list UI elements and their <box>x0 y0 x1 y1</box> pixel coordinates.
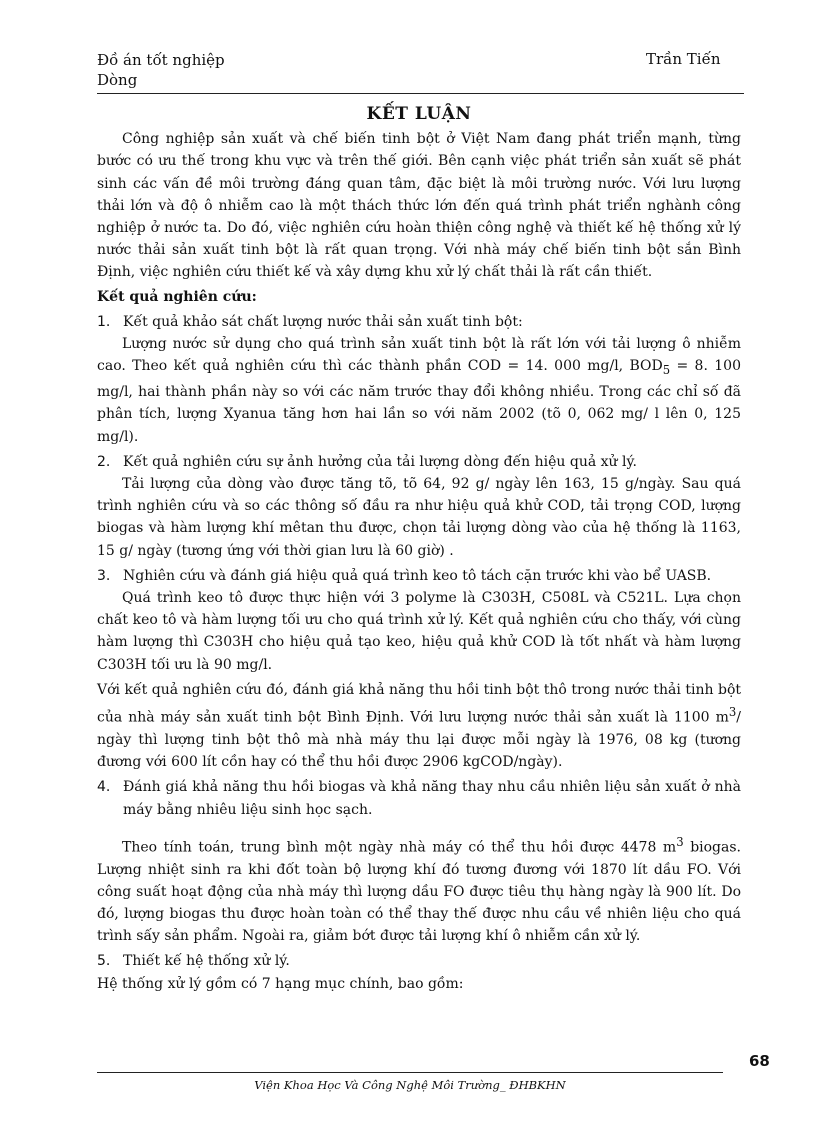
result-item-4 <box>97 776 741 820</box>
header-left <box>97 50 225 90</box>
bod-subscript: 5 <box>662 363 671 378</box>
result-item-3 <box>97 565 741 587</box>
item-2-body: Tải lượng của dòng vào được tăng tõ, tõ 64, 92 g/ ngày lên 163, 15 g/ngày. Sau quá trình nghiên cứu và so các thông số đầu ra như hiệu quả khử COD, tải trọng COD, lượng biogas và hàm lượng khí mêtan thu được, chọn tải lượng dòng vào của hệ thống là 1163, 15 g/ ngày (tương ứng với thời gian lưu là 60 giờ) . <box>97 476 741 559</box>
header-divider <box>97 93 744 94</box>
item-1-body-part-b: = 8. 100 mg/l, hai thành phần này so với các năm trước thay đổi không nhiều. Trong các chỉ số đã phân tích, lượng Xyanua tăng hơn hai lần so với năm 2002 (tõ 0, 062 mg/ l lên 0, 125 mg/l). <box>97 358 741 445</box>
footer-divider <box>97 1072 723 1073</box>
item-3-body: Quá trình keo tô được thực hiện với 3 polyme là C303H, C508L và C521L. Lựa chọn chất keo tô và hàm lượng tối ưu cho quá trình xử lý. Kết quả nghiên cứu cho thấy, với cùng hàm lượng thì C303H cho hiệu quả tạo keo, hiệu quả khử COD là tốt nhất và hàm lượng C303H tối ưu là 90 mg/l. <box>97 590 741 673</box>
results-heading: Kết quả nghiên cứu: <box>97 288 257 305</box>
header-author: Trần Tiến <box>646 50 721 68</box>
intro-paragraph: Công nghiệp sản xuất và chế biến tinh bột ở Việt Nam đang phát triển mạnh, từng bước có ưu thế trong khu vực và trên thế giới. Bên cạnh việc phát triển sản xuất sẽ phát sinh các vấn đề môi trường đáng quan tâm, đặc biệt là môi trường nước. Với lưu lượng thải lớn và độ ô nhiễm cao là một thách thức lớn đến quá trình phát triển nghành công nghiệp ở nước ta. Do đó, việc nghiên cứu hoàn thiện công nghệ và thiết kế hệ thống xử lý nước thải sản xuất tinh bột là rất quan trọng. Với nhà máy chế biến tinh bột sắn Bình Định, việc nghiên cứu thiết kế và xây dựng khu xử lý chất thải là rất cần thiết. <box>97 131 741 281</box>
cubic-superscript: 3 <box>728 705 737 720</box>
item-number: 2. <box>97 453 111 470</box>
item-4-body-part-a: Theo tính toán, trung bình một ngày nhà máy có thể thu hồi được 4478 m <box>122 839 677 856</box>
footer-institution: Viện Khoa Học Và Công Nghệ Môi Trường_ ĐHBKHN <box>254 1078 566 1092</box>
item-number: 3. <box>97 567 111 584</box>
item-1-body-part-a: Lượng nước sử dụng cho quá trình sản xuất tinh bột là rất lớn với tải lượng ô nhiễm cao. Theo kết quả nghiên cứu thì các thành phần COD = 14. 000 mg/l, BOD <box>97 336 741 375</box>
item-4-body <box>97 831 741 948</box>
header-project-type: Đồ án tốt nghiệp <box>97 51 225 69</box>
item-title: Kết quả khảo sát chất lượng nước thải sản xuất tinh bột: <box>123 313 523 330</box>
result-item-5 <box>97 950 741 972</box>
cubic-superscript: 3 <box>676 834 684 849</box>
item-title: Nghiên cứu và đánh giá hiệu quả quá trình keo tô tách cặn trước khi vào bể UASB. <box>123 567 712 584</box>
result-item-2 <box>97 451 741 473</box>
item-title: Thiết kế hệ thống xử lý. <box>123 953 290 970</box>
document-body <box>97 103 741 995</box>
item-4-body-part-b: biogas. Lượng nhiệt sinh ra khi đốt toàn bộ lượng khí đó tương đương với 1870 lít dầu FO. Với công suất hoạt động của nhà máy thì lượng dầu FO được tiêu thụ hàng ngày là 900 lít. Do đó, lượng biogas thu được hoàn toàn có thể thay thế được nhu cầu về nhiên liệu cho quá trình sấy sản phẩm. Ngoài ra, giảm bớt được tải lượng khí ô nhiễm cần xử lý. <box>97 839 742 945</box>
item-3-extra <box>97 679 741 773</box>
item-3-extra-part-a: Với kết quả nghiên cứu đó, đánh giá khả năng thu hồi tinh bột thô trong nước thải tinh bột của nhà máy sản xuất tinh bột Bình Định. Với lưu lượng nước thải sản xuất là 1100 m <box>97 681 741 726</box>
result-item-1 <box>97 311 741 333</box>
header-project-topic: Dòng <box>97 71 138 89</box>
item-number: 4. <box>97 779 111 796</box>
item-title: Đánh giá khả năng thu hồi biogas và khả năng thay nhu cầu nhiên liệu sản xuất ở nhà máy bằng nhiêu liệu sinh học sạch. <box>123 779 741 818</box>
item-3-extra-part-b: / ngày thì lượng tinh bột thô mà nhà máy thu lại được mỗi ngày là 1976, 08 kg (tương đương với 600 lít cồn hay có thể thu hồi được 2906 kgCOD/ngày). <box>97 709 741 771</box>
page-number: 68 <box>749 1052 770 1070</box>
item-1-body <box>97 333 741 448</box>
item-5-body: Hệ thống xử lý gồm có 7 hạng mục chính, bao gồm: <box>97 975 464 992</box>
item-title: Kết quả nghiên cứu sự ảnh hưởng của tải lượng dòng đến hiệu quả xử lý. <box>123 453 637 470</box>
page-title: KẾT LUẬN <box>366 104 472 124</box>
item-number: 1. <box>97 313 111 330</box>
item-number: 5. <box>97 953 111 970</box>
